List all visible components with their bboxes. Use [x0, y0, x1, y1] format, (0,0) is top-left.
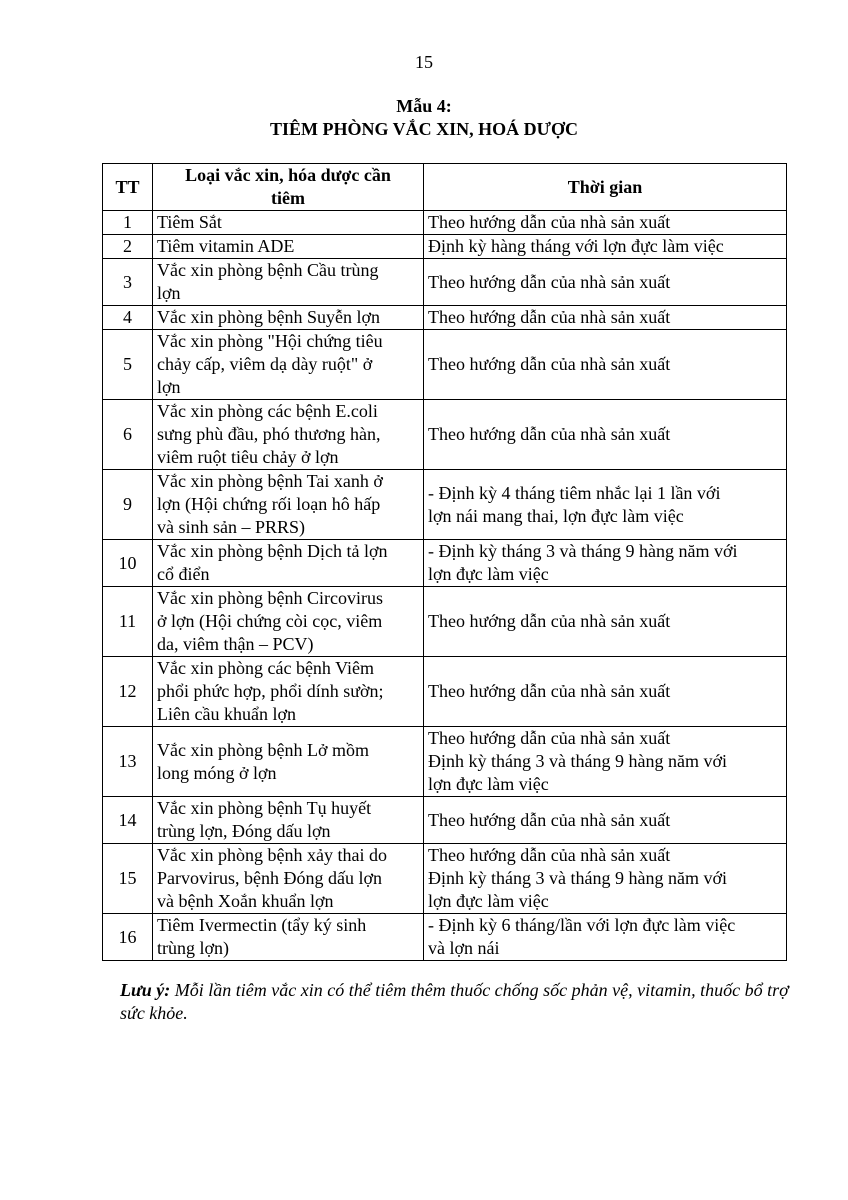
note [120, 979, 790, 1025]
table-row [103, 797, 787, 844]
vaccine-name-line: trùng lợn, Đóng dấu lợn [157, 821, 331, 841]
schedule-time-line: lợn đực làm việc [428, 564, 549, 584]
table-row [103, 657, 787, 727]
schedule-time [424, 306, 787, 330]
vaccine-name-line: Vắc xin phòng bệnh Suyễn lợn [157, 307, 380, 327]
vaccine-name-line: cổ điển [157, 564, 210, 584]
schedule-time-line: Theo hướng dẫn của nhà sản xuất [428, 212, 671, 232]
schedule-time-line: Theo hướng dẫn của nhà sản xuất [428, 728, 671, 748]
note-label: Lưu ý: [120, 980, 171, 1000]
vaccine-name [153, 470, 424, 540]
table-row [103, 470, 787, 540]
schedule-time-line: và lợn nái [428, 938, 500, 958]
vaccine-name-line: chảy cấp, viêm dạ dày ruột" ở [157, 354, 373, 374]
vaccine-name-line: da, viêm thận – PCV) [157, 634, 314, 654]
header-vaccine-line: Loại vắc xin, hóa dược cần [185, 165, 391, 185]
vaccine-name-line: lợn (Hội chứng rối loạn hô hấp [157, 494, 381, 514]
table-row [103, 844, 787, 914]
vaccine-name [153, 211, 424, 235]
vaccine-name [153, 235, 424, 259]
vaccine-name [153, 540, 424, 587]
row-number: 1 [103, 211, 153, 235]
vaccine-name-line: Vắc xin phòng bệnh Dịch tả lợn [157, 541, 388, 561]
schedule-time [424, 211, 787, 235]
vaccine-name-line: Vắc xin phòng các bệnh E.coli [157, 401, 378, 421]
vaccine-name-line: lợn [157, 377, 181, 397]
vaccine-name-line: Tiêm vitamin ADE [157, 236, 295, 256]
vaccine-name-line: ở lợn (Hội chứng còi cọc, viêm [157, 611, 383, 631]
schedule-time-line: Định kỳ tháng 3 và tháng 9 hàng năm với [428, 751, 727, 771]
table-row [103, 235, 787, 259]
schedule-time-line: Theo hướng dẫn của nhà sản xuất [428, 845, 671, 865]
table-row [103, 330, 787, 400]
row-number: 9 [103, 470, 153, 540]
schedule-time [424, 657, 787, 727]
vaccine-name-line: Tiêm Ivermectin (tẩy ký sinh [157, 915, 367, 935]
vaccine-name-line: viêm ruột tiêu chảy ở lợn [157, 447, 339, 467]
table-header-row [103, 164, 787, 211]
schedule-time-line: Theo hướng dẫn của nhà sản xuất [428, 809, 671, 830]
vaccine-name [153, 914, 424, 961]
note-text: Mỗi lần tiêm vắc xin có thể tiêm thêm thuốc chống sốc phản vệ, vitamin, thuốc bổ trợ sức khỏe. [120, 980, 789, 1023]
vaccine-name-line: và sinh sản – PRRS) [157, 517, 306, 537]
header-vaccine-line: tiêm [271, 188, 305, 208]
vaccine-name-line: Vắc xin phòng bệnh xảy thai do [157, 845, 387, 865]
vaccine-name-line: và bệnh Xoắn khuẩn lợn [157, 891, 334, 911]
schedule-time-line: Định kỳ tháng 3 và tháng 9 hàng năm với [428, 868, 727, 888]
schedule-time [424, 727, 787, 797]
vaccine-name-line: trùng lợn) [157, 938, 230, 958]
schedule-time [424, 914, 787, 961]
schedule-time-line: Theo hướng dẫn của nhà sản xuất [428, 307, 671, 327]
vaccine-name-line: lợn [157, 283, 181, 303]
table-row [103, 587, 787, 657]
row-number: 14 [103, 797, 153, 844]
table-row [103, 211, 787, 235]
vaccine-name-line: Vắc xin phòng "Hội chứng tiêu [157, 331, 383, 351]
row-number: 10 [103, 540, 153, 587]
schedule-time [424, 844, 787, 914]
table-body [103, 211, 787, 961]
vaccine-name-line: Vắc xin phòng bệnh Circovirus [157, 588, 383, 608]
row-number: 2 [103, 235, 153, 259]
table-row [103, 306, 787, 330]
vaccine-name [153, 657, 424, 727]
row-number: 5 [103, 330, 153, 400]
schedule-time [424, 540, 787, 587]
schedule-time-line: Theo hướng dẫn của nhà sản xuất [428, 424, 671, 444]
vaccine-name-line: Liên cầu khuẩn lợn [157, 704, 296, 724]
schedule-time-line: - Định kỳ tháng 3 và tháng 9 hàng năm với [428, 541, 738, 561]
row-number: 4 [103, 306, 153, 330]
vaccine-name-line: Parvovirus, bệnh Đóng dấu lợn [157, 868, 382, 888]
schedule-time [424, 259, 787, 306]
form-label: Mẫu 4: [396, 96, 452, 116]
schedule-time-line: Theo hướng dẫn của nhà sản xuất [428, 271, 671, 292]
schedule-time [424, 587, 787, 657]
vaccine-name-line: Vắc xin phòng bệnh Tụ huyết [157, 798, 372, 818]
schedule-time [424, 330, 787, 400]
schedule-time-line: Theo hướng dẫn của nhà sản xuất [428, 354, 671, 374]
row-number: 16 [103, 914, 153, 961]
vaccine-schedule-table [102, 163, 787, 961]
schedule-time-line: Theo hướng dẫn của nhà sản xuất [428, 611, 671, 631]
row-number: 11 [103, 587, 153, 657]
table-row [103, 259, 787, 306]
schedule-time-line: lợn đực làm việc [428, 774, 549, 794]
schedule-time [424, 470, 787, 540]
schedule-time-line: Định kỳ hàng tháng với lợn đực làm việc [428, 236, 724, 256]
vaccine-name-line: Vắc xin phòng bệnh Tai xanh ở [157, 471, 383, 491]
table-row [103, 400, 787, 470]
vaccine-name-line: sưng phù đầu, phó thương hàn, [157, 424, 381, 444]
schedule-time [424, 400, 787, 470]
schedule-time-line: - Định kỳ 4 tháng tiêm nhắc lại 1 lần với [428, 482, 721, 503]
table-row [103, 540, 787, 587]
row-number: 13 [103, 727, 153, 797]
schedule-time-line: - Định kỳ 6 tháng/lần với lợn đực làm việc [428, 915, 736, 935]
schedule-time-line: lợn nái mang thai, lợn đực làm việc [428, 505, 684, 526]
vaccine-name [153, 844, 424, 914]
vaccine-name [153, 587, 424, 657]
header-time: Thời gian [424, 164, 787, 211]
row-number: 3 [103, 259, 153, 306]
schedule-time [424, 797, 787, 844]
page-number: 15 [415, 52, 433, 72]
vaccine-name-line: phổi phức hợp, phổi dính sườn; [157, 681, 384, 701]
vaccine-name-line: Vắc xin phòng bệnh Cầu trùng [157, 260, 379, 280]
row-number: 12 [103, 657, 153, 727]
vaccine-name [153, 259, 424, 306]
form-title: TIÊM PHÒNG VẮC XIN, HOÁ DƯỢC [269, 119, 578, 139]
vaccine-name-line: Vắc xin phòng bệnh Lở mồm [157, 739, 369, 760]
vaccine-name [153, 306, 424, 330]
header-vaccine [153, 164, 424, 211]
vaccine-name-line: Vắc xin phòng các bệnh Viêm [157, 658, 375, 678]
vaccine-name [153, 330, 424, 400]
table-row [103, 727, 787, 797]
header-tt: TT [103, 164, 153, 211]
vaccine-name-line: Tiêm Sắt [157, 212, 222, 232]
vaccine-name [153, 797, 424, 844]
vaccine-name [153, 400, 424, 470]
schedule-time-line: Theo hướng dẫn của nhà sản xuất [428, 681, 671, 701]
vaccine-name [153, 727, 424, 797]
row-number: 15 [103, 844, 153, 914]
schedule-time-line: lợn đực làm việc [428, 891, 549, 911]
table-row [103, 914, 787, 961]
vaccine-name-line: long móng ở lợn [157, 762, 277, 783]
row-number: 6 [103, 400, 153, 470]
schedule-time [424, 235, 787, 259]
